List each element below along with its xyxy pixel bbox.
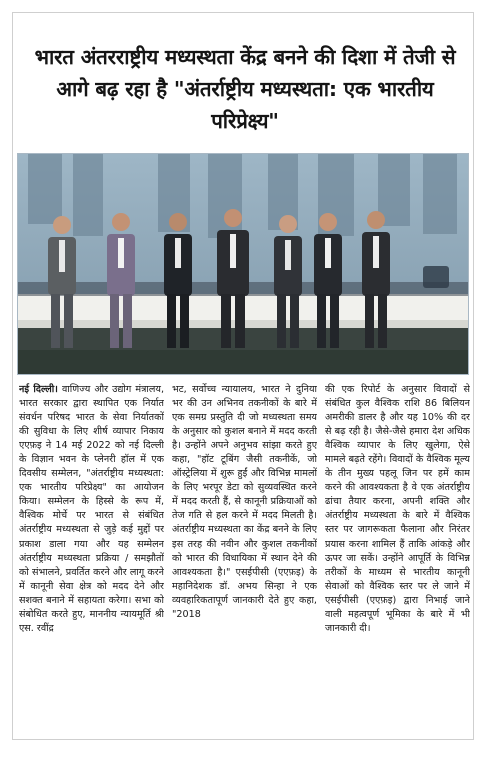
event-photo	[17, 153, 469, 375]
article-column-1	[19, 383, 164, 737]
article-headline: भारत अंतरराष्ट्रीय मध्यस्थता केंद्र बनने की दिशा में तेजी से आगे बढ़ रहा है "अंतर्राष्ट्रीय मध्यस्थता: एक भारतीय परिप्रेक्ष्य"	[34, 44, 456, 133]
column-1-text: वाणिज्य और उद्योग मंत्रालय, भारत सरकार द्वारा स्थापित एक निर्यात संवर्धन परिषद भारत के सेवा निर्यातकों की सुविधा के लिए शीर्ष व्यापार निकाय एएफ़इ ने 14 मई 2022 को नई दिल्ली के विज्ञान भवन के प्लेनरी हॉल में एक दिवसीय सम्मेलन, "अंतर्राष्ट्रीय मध्यस्थता: एक भारतीय परिप्रेक्ष्य" का आयोजन किया। सम्मेलन के हिस्से के रूप में, वैश्विक मोर्चे पर भारत से संबंधित अंतर्राष्ट्रीय मध्यस्थता से जुड़े कई मुद्दों पर प्रकाश डाला गया और यह सम्मेलन अंतर्राष्ट्रीय मध्यस्थता प्रक्रिया / समझौतों को संभालने, प्रवर्तित करने और लागू करने में कानूनी सेवा क्षेत्र को मदद देने और सशक्त बनाने में सहायता करेगा। सभा को संबोधित करते हुए, माननीय न्यायमूर्ति श्री एस. रवींद्र	[19, 384, 164, 634]
article-body	[19, 383, 471, 737]
article-dateline: नई दिल्ली।	[19, 384, 58, 395]
article-column-3: की एक रिपोर्ट के अनुसार विवादों से संबंधित कुल वैश्विक राशि 86 बिलियन अमरीकी डालर है और यह 10% की दर से बढ़ रही है। जैसे-जैसे हमारा देश अधिक वैश्विक व्यापार के लिए खुलेगा, ऐसे मामले बढ़ते रहेंगे। विवादों के वैश्विक मूल्य के तीन मुख्य पहलू जिन पर हमें काम करने की आवश्यकता है वे एक अंतर्राष्ट्रीय ढांचा तैयार करना, अपनी शक्ति और अंतर्राष्ट्रीय मध्यस्थता के बारे में वैश्विक स्तर पर जागरूकता फैलाना और निरंतर प्रयास करना शामिल हैं ताकि आंकड़े और ऊपर जा सकें। उन्होंने आपूर्ति के विभिन्न तरीकों के माध्यम से भारतीय कानूनी सेवाओं को वैश्विक स्तर पर ले जाने में एसईपीसी (एएफ़इ) द्वारा निभाई जाने वाली महत्वपूर्ण भूमिका के बारे में भी जानकारी दी।	[325, 384, 470, 634]
newspaper-clipping	[12, 12, 474, 740]
article-column-2: भट, सर्वोच्च न्यायालय, भारत ने दुनिया भर की उन अभिनव तकनीकों के बारे में एक समग्र प्रस्तुति दी जो मध्यस्थता समय के अनुसार को कुशल बनाने में मदद करती है। उन्होंने अपने अनुभव सांझा करते हुए कहा, "हॉट टूबिंग जैसी तकनीकें, जो ऑस्ट्रेलिया में शुरू हुईं और विभिन्न मामलों के लिए भरपूर डेटा को सुव्यवस्थित करने में मदद करती हैं, से कानूनी प्रक्रियाओं को तेज गति से हल करने में मदद मिलती है। अंतर्राष्ट्रीय मध्यस्थता का केंद्र बनने के लिए इस तरह की नवीन और कुशल तकनीकों को भारत की विधायिका में स्थान देने की आवश्यकता है।" एसईपीसी (एएफ़इ) के महानिदेशक डॉ. अभय सिन्हा ने एक व्यवहारिकतापूर्ण जानकारी देते हुए कहा, "2018	[172, 384, 317, 620]
